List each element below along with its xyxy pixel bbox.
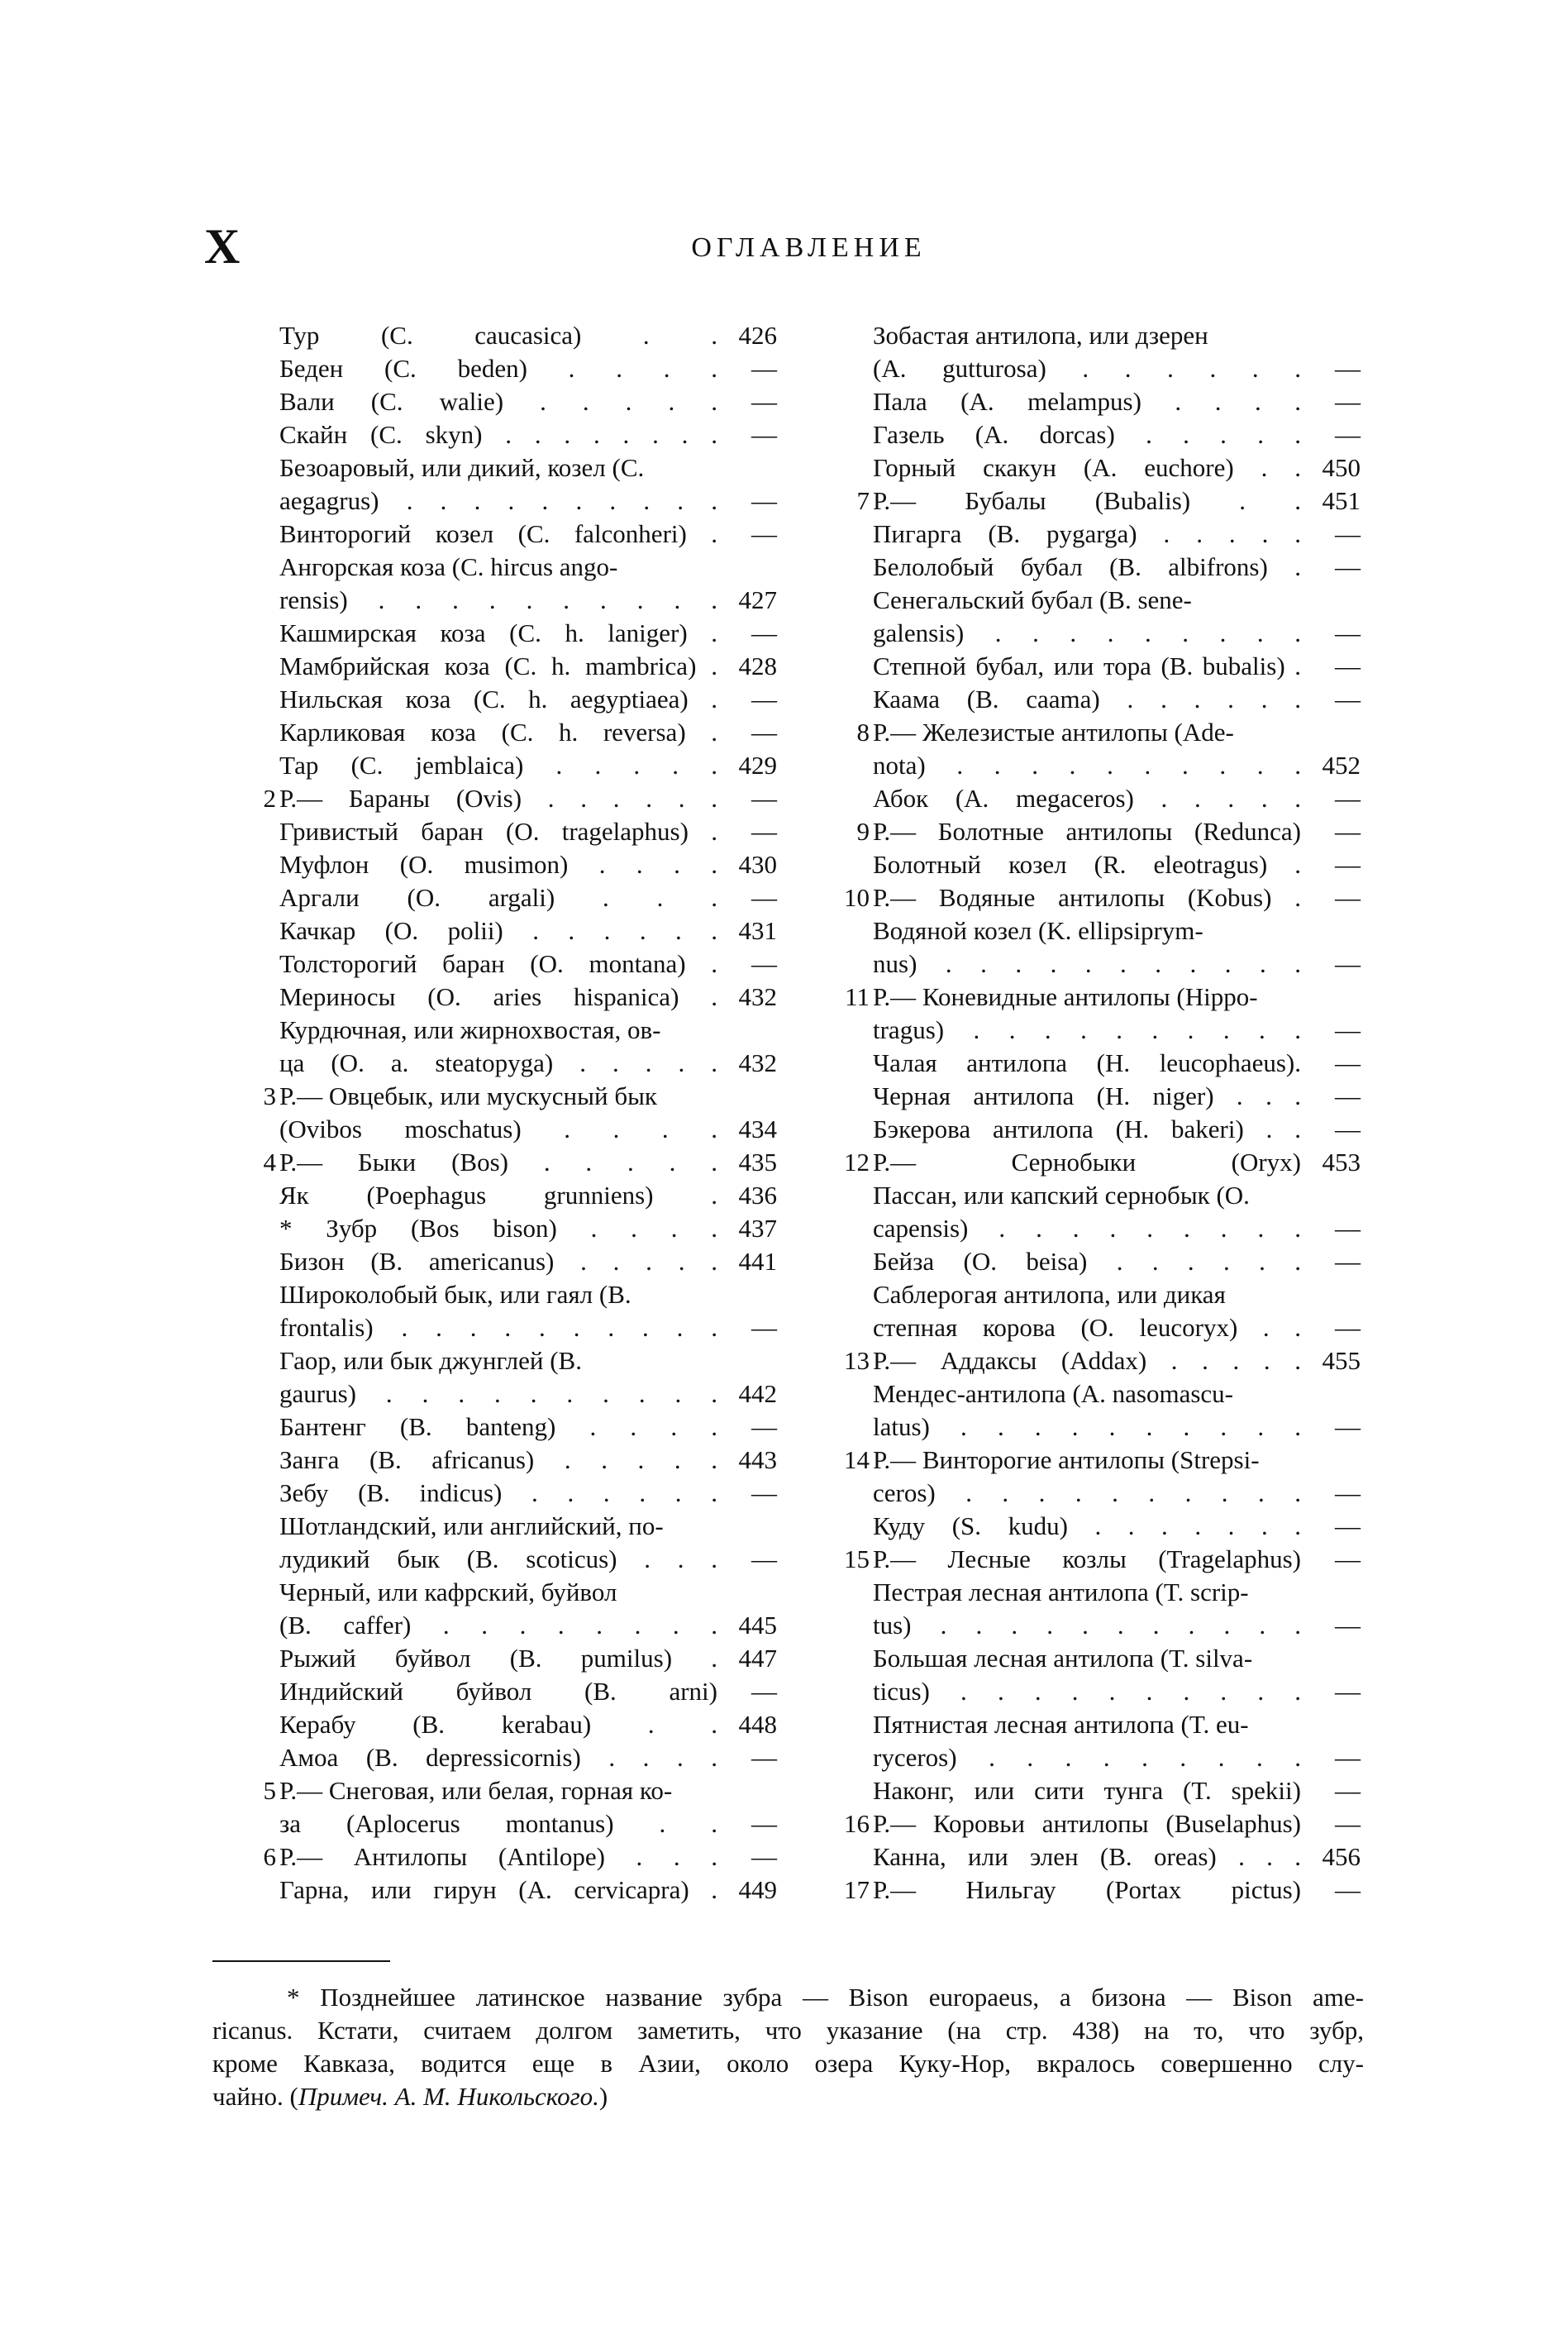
toc-entry-title: за (Aplocerus montanus) . . (279, 1809, 717, 1838)
toc-entry-title: Чалая антилопа (H. leucophaeus). (873, 1048, 1301, 1077)
toc-entry-title: Бэкерова антилопа (H. bakeri) . . (873, 1115, 1301, 1143)
toc-entry-title: Канна, или элен (B. oreas) . . . (873, 1842, 1301, 1871)
toc-entry (841, 948, 1361, 981)
toc-entry-page: — (751, 486, 777, 515)
toc-entry (841, 1642, 1361, 1675)
toc-entry-title: Р.— Снеговая, или белая, горная ко- (279, 1776, 673, 1805)
toc-entry-page: — (751, 718, 777, 747)
toc-entry-title: Зебу (B. indicus) . . . . . . (279, 1478, 717, 1507)
toc-entry-title: Тар (C. jemblaica) . . . . . (279, 751, 717, 780)
toc-entry (248, 1113, 777, 1146)
toc-left-column (248, 319, 777, 1907)
toc-entry-number: 7 (856, 486, 870, 515)
toc-entry (248, 1080, 777, 1113)
toc-entry-title: Мериносы (O. aries hispanica) . (279, 982, 717, 1011)
footnote-line: * Позднейшее латинское название зубра — Bison europaeus, а бизона — Bison ame- (287, 1983, 1364, 2012)
toc-entry-page: 429 (738, 751, 777, 780)
toc-entry-page: — (1335, 1015, 1361, 1044)
toc-entry-page: — (751, 1842, 777, 1871)
toc-entry-page: — (1335, 420, 1361, 449)
toc-entry (841, 1675, 1361, 1708)
toc-entry (841, 1477, 1361, 1510)
toc-entry-page: — (1335, 784, 1361, 813)
toc-entry (841, 749, 1361, 782)
toc-entry-title: Р.— Быки (Bos) . . . . . (279, 1148, 717, 1177)
toc-entry (248, 650, 777, 683)
toc-entry-title: Ангорская коза (C. hircus ango- (279, 552, 618, 581)
toc-entry (841, 1576, 1361, 1609)
toc-entry-page: 449 (738, 1875, 777, 1904)
toc-entry-title: степная корова (O. leucoryx) . . (873, 1313, 1301, 1342)
toc-entry-number: 14 (844, 1445, 870, 1474)
toc-entry (248, 815, 777, 848)
toc-entry-page: — (1335, 685, 1361, 714)
toc-entry-page: — (1335, 519, 1361, 548)
toc-entry-page: — (751, 1313, 777, 1342)
toc-entry (248, 1477, 777, 1510)
toc-entry-number: 12 (844, 1148, 870, 1177)
toc-entry-title: Р.— Коровьи антилопы (Buselaphus) (873, 1809, 1301, 1838)
toc-entry-page: — (1335, 552, 1361, 581)
toc-entry (841, 1146, 1361, 1179)
toc-entry-page: — (1335, 1048, 1361, 1077)
toc-entry-page: — (751, 883, 777, 912)
toc-entry (248, 1245, 777, 1278)
toc-entry-title: Р.— Овцебык, или мускусный бык (279, 1081, 657, 1110)
toc-entry (248, 1708, 777, 1741)
toc-entry (841, 385, 1361, 418)
toc-entry-title: (A. gutturosa) . . . . . . (873, 354, 1301, 383)
toc-entry (248, 1014, 777, 1047)
toc-entry-title: Мамбрийская коза (C. h. mambrica) . (279, 652, 717, 680)
page-numeral: X (204, 219, 241, 274)
toc-entry-title: Р.— Болотные антилопы (Redunca) (873, 817, 1301, 846)
toc-entry-title: Р.— Антилопы (Antilope) . . . (279, 1842, 717, 1871)
toc-entry (841, 1212, 1361, 1245)
toc-entry-page: — (1335, 1247, 1361, 1276)
toc-entry-page: 430 (738, 850, 777, 879)
toc-entry-page: — (1335, 1115, 1361, 1143)
toc-entry-title: Горный скакун (A. euchore) . . (873, 453, 1301, 482)
toc-entry (248, 981, 777, 1014)
toc-entry-title: Безоаровый, или дикий, козел (C. (279, 453, 645, 482)
toc-entry-page: 427 (738, 585, 777, 614)
toc-entry-title: Тур (C. caucasica) . . (279, 321, 717, 350)
toc-entry (841, 981, 1361, 1014)
toc-entry (248, 551, 777, 584)
toc-entry-page: 455 (1322, 1346, 1361, 1375)
toc-entry-page: — (1335, 1313, 1361, 1342)
toc-entry (841, 1047, 1361, 1080)
toc-entry (248, 584, 777, 617)
toc-entry (841, 1245, 1361, 1278)
toc-entry (841, 1874, 1361, 1907)
toc-entry (841, 1510, 1361, 1543)
toc-entry-title: Каама (B. caama) . . . . . . (873, 685, 1301, 714)
toc-entry-title: Рыжий буйвол (B. pumilus) . (279, 1644, 717, 1673)
toc-entry-page: — (1335, 387, 1361, 416)
toc-entry-title: ryceros) . . . . . . . . . (873, 1743, 1301, 1772)
toc-entry (841, 650, 1361, 683)
toc-entry-page: 432 (738, 982, 777, 1011)
toc-entry-title: Саблерогая антилопа, или дикая (873, 1280, 1226, 1309)
toc-entry-title: Р.— Бубалы (Bubalis) . . (873, 486, 1301, 515)
toc-entry (248, 1311, 777, 1344)
toc-entry-page: 428 (738, 652, 777, 680)
toc-entry-page: — (1335, 1743, 1361, 1772)
toc-entry (248, 1444, 777, 1477)
toc-entry-title: * Зубр (Bos bison) . . . . (279, 1214, 717, 1243)
toc-entry (841, 848, 1361, 881)
toc-entry (841, 1741, 1361, 1774)
toc-entry-title: Пятнистая лесная антилопа (T. eu- (873, 1710, 1249, 1739)
toc-entry (248, 1344, 777, 1377)
toc-entry-title: Р.— Лесные козлы (Tragelaphus) (873, 1544, 1301, 1573)
toc-entry (248, 518, 777, 551)
toc-entry (248, 848, 777, 881)
toc-entry (248, 1212, 777, 1245)
toc-entry-title: Як (Poephagus grunniens) . (279, 1181, 717, 1210)
toc-entry-title: Муфлон (O. musimon) . . . . (279, 850, 717, 879)
toc-entry-title: Черная антилопа (H. niger) . . . (873, 1081, 1301, 1110)
toc-entry-page: — (1335, 1809, 1361, 1838)
toc-entry-title: Водяной козел (K. ellipsiprym- (873, 916, 1203, 945)
toc-entry-page: 443 (738, 1445, 777, 1474)
toc-entry-page: 426 (738, 321, 777, 350)
footnote-line-last (212, 2080, 1364, 2113)
toc-entry-title: Р.— Нильгау (Portax pictus) (873, 1875, 1301, 1904)
toc-entry-page: 441 (738, 1247, 777, 1276)
toc-entry (841, 716, 1361, 749)
toc-entry-title: Нильская коза (C. h. aegyptiaea) . (279, 685, 717, 714)
toc-entry-title: Р.— Железистые антилопы (Ade- (873, 718, 1234, 747)
toc-entry-page: — (1335, 1478, 1361, 1507)
toc-entry-page: — (751, 1412, 777, 1441)
toc-entry-number: 17 (844, 1875, 870, 1904)
toc-entry-title: rensis) . . . . . . . . . . (279, 585, 717, 614)
toc-entry-page: — (1335, 1511, 1361, 1540)
toc-entry-title: Газель (A. dorcas) . . . . . (873, 420, 1301, 449)
toc-entry-page: 432 (738, 1048, 777, 1077)
toc-entry (841, 1444, 1361, 1477)
toc-entry-title: tragus) . . . . . . . . . . (873, 1015, 1301, 1044)
toc-entry-title: Винторогий козел (C. falconheri) . (279, 519, 717, 548)
toc-entry (248, 914, 777, 948)
toc-entry-page: — (751, 1544, 777, 1573)
toc-entry (841, 1411, 1361, 1444)
footnote-line-text: чайно. ( (212, 2082, 298, 2111)
toc-entry-title: Р.— Аддаксы (Addax) . . . . . (873, 1346, 1301, 1375)
toc-entry-page: 450 (1322, 453, 1361, 482)
toc-entry (248, 485, 777, 518)
toc-entry (248, 1741, 777, 1774)
toc-entry (248, 948, 777, 981)
toc-entry-title: Пигарга (B. pygarga) . . . . . (873, 519, 1301, 548)
toc-entry-title: Гривистый баран (O. tragelaphus) . (279, 817, 717, 846)
toc-entry (841, 1344, 1361, 1377)
toc-entry-title: Гаор, или бык джунглей (B. (279, 1346, 582, 1375)
toc-entry (248, 782, 777, 815)
toc-entry-title: (Ovibos moschatus) . . . . (279, 1115, 717, 1143)
toc-entry-page: — (1335, 1412, 1361, 1441)
toc-entry (841, 881, 1361, 914)
footnote (212, 1981, 1364, 2113)
toc-entry-page: 445 (738, 1611, 777, 1640)
toc-entry (841, 683, 1361, 716)
toc-entry-number: 10 (844, 883, 870, 912)
toc-entry-title: Бантенг (B. banteng) . . . . (279, 1412, 717, 1441)
toc-entry-page: 453 (1322, 1148, 1361, 1177)
toc-entry-page: — (1335, 1214, 1361, 1243)
toc-entry (841, 485, 1361, 518)
toc-entry (841, 418, 1361, 451)
toc-entry-title: Беден (C. beden) . . . . (279, 354, 717, 383)
toc-entry (841, 1014, 1361, 1047)
toc-entry-page: — (1335, 618, 1361, 647)
toc-entry-page: — (751, 618, 777, 647)
footnote-close: ) (598, 2082, 608, 2111)
toc-entry (841, 815, 1361, 848)
toc-entry-title: ceros) . . . . . . . . . . (873, 1478, 1301, 1507)
toc-entry-title: gaurus) . . . . . . . . . . (279, 1379, 717, 1408)
toc-entry (841, 617, 1361, 650)
toc-entry (841, 551, 1361, 584)
toc-entry (841, 1311, 1361, 1344)
toc-entry (841, 1807, 1361, 1840)
toc-entry-title: Мендес-антилопа (A. nasomascu- (873, 1379, 1233, 1408)
toc-entry (248, 385, 777, 418)
toc-entry (248, 749, 777, 782)
toc-entry-number: 9 (856, 817, 870, 846)
toc-entry-page: — (751, 387, 777, 416)
toc-entry-title: Толсторогий баран (O. montana) . (279, 949, 717, 978)
toc-entry-title: tus) . . . . . . . . . . . (873, 1611, 1301, 1640)
toc-entry (248, 1675, 777, 1708)
toc-entry-title: Амоа (B. depressicornis) . . . . (279, 1743, 717, 1772)
toc-entry-title: Занга (B. africanus) . . . . . (279, 1445, 717, 1474)
toc-entry-title: ticus) . . . . . . . . . . (873, 1677, 1301, 1706)
toc-entry (248, 1609, 777, 1642)
toc-entry (248, 716, 777, 749)
toc-entry-page: — (1335, 1081, 1361, 1110)
toc-entry-title: Курдючная, или жирнохвостая, ов- (279, 1015, 661, 1044)
toc-entry-number: 2 (263, 784, 276, 813)
toc-entry-title: Бизон (B. americanus) . . . . . (279, 1247, 717, 1276)
toc-entry (841, 1179, 1361, 1212)
toc-entry-number: 3 (263, 1081, 276, 1110)
toc-entry-page: — (1335, 1611, 1361, 1640)
toc-entry-number: 16 (844, 1809, 870, 1838)
toc-entry-page: — (1335, 949, 1361, 978)
toc-entry-page: 437 (738, 1214, 777, 1243)
toc-entry-page: — (751, 1677, 777, 1706)
toc-entry-page: — (751, 1478, 777, 1507)
toc-entry (248, 1179, 777, 1212)
footnote-line: кроме Кавказа, водится еще в Азии, около озера Куку-Нор, вкралось совершенно слу- (212, 2049, 1364, 2078)
toc-entry-title: Большая лесная антилопа (T. silva- (873, 1644, 1253, 1673)
toc-entry (248, 881, 777, 914)
toc-entry (248, 1146, 777, 1179)
toc-entry-page: — (1335, 1677, 1361, 1706)
toc-entry-title: Р.— Сернобыки (Oryx) (873, 1148, 1301, 1177)
toc-entry-page: 431 (738, 916, 777, 945)
toc-entry-title: Бейза (O. beisa) . . . . . . (873, 1247, 1301, 1276)
toc-entry-number: 15 (844, 1544, 870, 1573)
toc-entry (248, 1642, 777, 1675)
toc-entry-page: 447 (738, 1644, 777, 1673)
toc-entry-number: 8 (856, 718, 870, 747)
toc-entry (841, 518, 1361, 551)
toc-entry-title: Пассан, или капский сернобык (O. (873, 1181, 1250, 1210)
toc-right-column (841, 319, 1361, 1907)
toc-entry-page: — (1335, 1875, 1361, 1904)
toc-entry-title: ца (O. a. steatopyga) . . . . . (279, 1048, 717, 1077)
toc-entry-page: — (1335, 850, 1361, 879)
toc-entry-page: — (751, 949, 777, 978)
toc-entry-number: 5 (263, 1776, 276, 1805)
toc-entry (841, 1543, 1361, 1576)
toc-entry (248, 683, 777, 716)
toc-entry-title: (B. caffer) . . . . . . . . (279, 1611, 717, 1640)
toc-entry (841, 584, 1361, 617)
toc-entry-page: 451 (1322, 486, 1361, 515)
toc-entry-title: Шотландский, или английский, по- (279, 1511, 664, 1540)
toc-entry-title: latus) . . . . . . . . . . (873, 1412, 1301, 1441)
toc-entry-title: Сенегальский бубал (B. sene- (873, 585, 1192, 614)
toc-entry (248, 1047, 777, 1080)
toc-entry-page: — (751, 354, 777, 383)
toc-entry (248, 1411, 777, 1444)
toc-entry (248, 1377, 777, 1411)
toc-entry (841, 1278, 1361, 1311)
toc-entry (248, 1807, 777, 1840)
toc-entry (248, 1874, 777, 1907)
toc-entry-title: Р.— Водяные антилопы (Kobus) . (873, 883, 1301, 912)
toc-entry-page: — (1335, 652, 1361, 680)
toc-entry (248, 1278, 777, 1311)
toc-entry-title: Аргали (O. argali) . . . (279, 883, 717, 912)
toc-entry-title: Широколобый бык, или гаял (B. (279, 1280, 631, 1309)
toc-entry (248, 451, 777, 485)
footnote-line: ricanus. Кстати, считаем долгом заметить, что указание (на стр. 438) на то, что зубр, (212, 2016, 1364, 2045)
toc-entry (248, 1576, 777, 1609)
toc-entry (841, 1113, 1361, 1146)
toc-entry-title: Куду (S. kudu) . . . . . . . (873, 1511, 1301, 1540)
toc-entry-title: Р.— Бараны (Ovis) . . . . . . (279, 784, 717, 813)
toc-entry (248, 1510, 777, 1543)
toc-entry-number: 6 (263, 1842, 276, 1871)
toc-entry-title: Зобастая антилопа, или дзерен (873, 321, 1208, 350)
toc-entry-page: — (751, 817, 777, 846)
toc-entry-page: — (1335, 817, 1361, 846)
toc-entry-number: 11 (845, 982, 870, 1011)
toc-entry (248, 1774, 777, 1807)
running-title: ОГЛАВЛЕНИЕ (691, 232, 927, 263)
toc-entry (841, 451, 1361, 485)
toc-entry (841, 782, 1361, 815)
toc-entry-title: Черный, или кафрский, буйвол (279, 1578, 617, 1606)
toc-entry-title: Кашмирская коза (C. h. laniger) . (279, 618, 717, 647)
toc-entry-page: 436 (738, 1181, 777, 1210)
toc-entry-title: frontalis) . . . . . . . . . . (279, 1313, 717, 1342)
toc-entry (248, 1840, 777, 1874)
toc-entry-title: Белолобый бубал (B. albifrons) . (873, 552, 1301, 581)
toc-entry-title: Индийский буйвол (B. arni) (279, 1677, 717, 1706)
toc-entry-number: 4 (263, 1148, 276, 1177)
toc-entry (841, 1774, 1361, 1807)
toc-entry-page: — (1335, 1776, 1361, 1805)
toc-entry-title: Карликовая коза (C. h. reversa) . (279, 718, 717, 747)
toc-entry-title: Пестрая лесная антилопа (T. scrip- (873, 1578, 1249, 1606)
toc-entry-page: — (1335, 1544, 1361, 1573)
toc-entry-page: — (1335, 883, 1361, 912)
toc-entry (841, 1609, 1361, 1642)
toc-entry-title: Вали (C. walie) . . . . . (279, 387, 717, 416)
toc-entry (841, 914, 1361, 948)
toc-entry-page: — (751, 519, 777, 548)
toc-entry-number: 13 (844, 1346, 870, 1375)
toc-entry (841, 1377, 1361, 1411)
toc-entry (841, 1708, 1361, 1741)
toc-entry-page: — (1335, 354, 1361, 383)
toc-entry (248, 617, 777, 650)
toc-entry-page: 435 (738, 1148, 777, 1177)
toc-entry-title: Пала (A. melampus) . . . . (873, 387, 1301, 416)
toc-entry-title: Болотный козел (R. eleotragus) . (873, 850, 1301, 879)
toc-entry (841, 1080, 1361, 1113)
toc-entry-page: 434 (738, 1115, 777, 1143)
toc-entry-title: aegagrus) . . . . . . . . . . (279, 486, 717, 515)
toc-entry-page: 448 (738, 1710, 777, 1739)
toc-entry-page: — (751, 784, 777, 813)
toc-entry (248, 418, 777, 451)
toc-entry-title: capensis) . . . . . . . . . (873, 1214, 1301, 1243)
toc-entry-title: Качкар (O. polii) . . . . . . (279, 916, 717, 945)
toc-entry (248, 319, 777, 352)
toc-entry-title: Гарна, или гирун (A. cervicapra) . (279, 1875, 717, 1904)
toc-entry-page: 456 (1322, 1842, 1361, 1871)
toc-entry-title: galensis) . . . . . . . . . (873, 618, 1301, 647)
toc-entry-title: Наконг, или сити тунга (T. spekii) (873, 1776, 1301, 1805)
toc-entry-title: лудикий бык (B. scoticus) . . . (279, 1544, 717, 1573)
toc-entry-title: Скайн (C. skyn) . . . . . . . . (279, 420, 717, 449)
footnote-rule (212, 1960, 390, 1962)
toc-entry-page: — (751, 420, 777, 449)
toc-entry-title: Керабу (B. kerabau) . . (279, 1710, 717, 1739)
toc-entry-title: Абок (A. megaceros) . . . . . (873, 784, 1301, 813)
toc-entry-title: Степной бубал, или тора (B. bubalis) . (873, 652, 1301, 680)
toc-entry-page: 442 (738, 1379, 777, 1408)
toc-entry-page: — (751, 1743, 777, 1772)
toc-entry (248, 352, 777, 385)
toc-entry (841, 319, 1361, 352)
toc-entry-page: 452 (1322, 751, 1361, 780)
toc-entry (841, 352, 1361, 385)
toc-entry-page: — (751, 685, 777, 714)
toc-entry-title: Р.— Коневидные антилопы (Hippo- (873, 982, 1258, 1011)
toc-entry-title: nota) . . . . . . . . . . (873, 751, 1301, 780)
toc-entry-title: nus) . . . . . . . . . . . (873, 949, 1301, 978)
footnote-attribution: Примеч. А. М. Никольского. (298, 2082, 599, 2111)
toc-entry (841, 1840, 1361, 1874)
toc-entry-title: Р.— Винторогие антилопы (Strepsi- (873, 1445, 1260, 1474)
toc-entry-page: — (751, 1809, 777, 1838)
toc-entry (248, 1543, 777, 1576)
